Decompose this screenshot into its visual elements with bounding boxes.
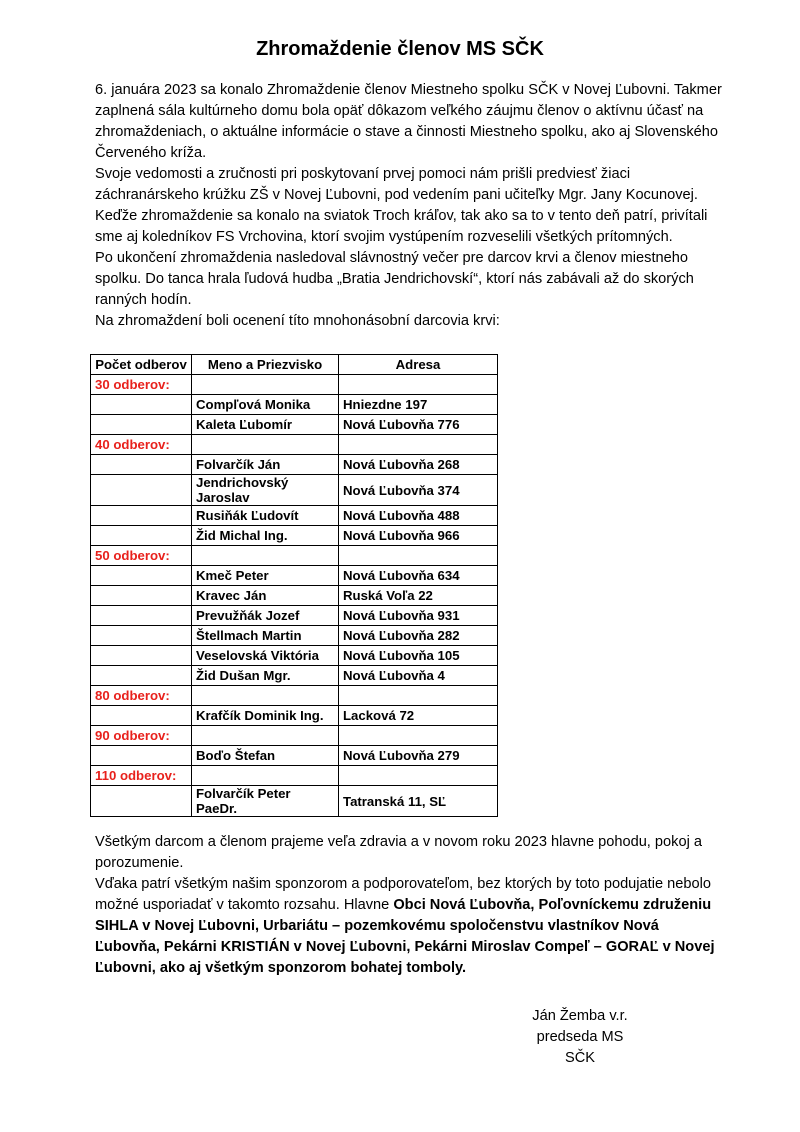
- cell-name: Žid Dušan Mgr.: [192, 666, 339, 686]
- cell-address: [339, 546, 498, 566]
- cell-count: [91, 475, 192, 506]
- donors-table: [90, 354, 498, 817]
- cell-count: [91, 526, 192, 546]
- cell-name: Jendrichovský Jaroslav: [192, 475, 339, 506]
- cell-name: Kmeč Peter: [192, 566, 339, 586]
- cell-name: [192, 726, 339, 746]
- cell-name: Veselovská Viktória: [192, 646, 339, 666]
- cell-name: Prevužňák Jozef: [192, 606, 339, 626]
- table-row: [91, 606, 498, 626]
- cell-address: [339, 686, 498, 706]
- table-category-row: [91, 686, 498, 706]
- cell-name: Compľová Monika: [192, 395, 339, 415]
- cell-name: [192, 435, 339, 455]
- cell-name: Folvarčík Peter PaeDr.: [192, 786, 339, 817]
- table-body: [91, 375, 498, 817]
- cell-count: [91, 395, 192, 415]
- table-row: [91, 566, 498, 586]
- table-row: [91, 415, 498, 435]
- cell-address: Nová Ľubovňa 634: [339, 566, 498, 586]
- table-row: [91, 786, 498, 817]
- cell-name: Kaleta Ľubomír: [192, 415, 339, 435]
- cell-address: Nová Ľubovňa 931: [339, 606, 498, 626]
- cell-address: [339, 766, 498, 786]
- cell-count: 110 odberov:: [91, 766, 192, 786]
- cell-count: [91, 415, 192, 435]
- cell-name: [192, 766, 339, 786]
- cell-count: [91, 566, 192, 586]
- cell-address: Nová Ľubovňa 966: [339, 526, 498, 546]
- cell-address: Nová Ľubovňa 282: [339, 626, 498, 646]
- cell-address: Nová Ľubovňa 4: [339, 666, 498, 686]
- table-category-row: [91, 766, 498, 786]
- intro-paragraph: Svoje vedomosti a zručnosti pri poskytovaní prvej pomoci nám prišli predviesť žiaci záchranárskeho krúžku ZŠ v Novej Ľubovni, pod vedením pani učiteľky Mgr. Jany Kocunovej.: [95, 166, 698, 203]
- table-row: [91, 586, 498, 606]
- cell-count: [91, 506, 192, 526]
- cell-count: [91, 626, 192, 646]
- table-header-row: [91, 355, 498, 375]
- cell-name: [192, 375, 339, 395]
- cell-name: Boďo Štefan: [192, 746, 339, 766]
- cell-count: [91, 606, 192, 626]
- wish-paragraph: Všetkým darcom a členom prajeme veľa zdravia a v novom roku 2023 hlavne pohodu, pokoj a porozumenie.: [95, 834, 702, 871]
- table-row: [91, 746, 498, 766]
- cell-name: Krafčík Dominik Ing.: [192, 706, 339, 726]
- cell-count: 40 odberov:: [91, 435, 192, 455]
- cell-name: [192, 686, 339, 706]
- cell-count: [91, 706, 192, 726]
- cell-count: 80 odberov:: [91, 686, 192, 706]
- table-row: [91, 646, 498, 666]
- cell-count: 90 odberov:: [91, 726, 192, 746]
- thanks-paragraph: [95, 874, 725, 979]
- cell-address: Nová Ľubovňa 374: [339, 475, 498, 506]
- outro-section: [95, 832, 725, 979]
- table-row: [91, 526, 498, 546]
- cell-address: Nová Ľubovňa 105: [339, 646, 498, 666]
- cell-count: 30 odberov:: [91, 375, 192, 395]
- column-header-count: Počet odberov: [91, 355, 192, 375]
- cell-name: Žid Michal Ing.: [192, 526, 339, 546]
- table-row: [91, 455, 498, 475]
- table-row: [91, 666, 498, 686]
- table-row: [91, 706, 498, 726]
- signature-name: Ján Žemba v.r.: [532, 1008, 628, 1024]
- sponsors-text: Obci Nová Ľubovňa, Poľovníckemu združeniu SIHLA v Novej Ľubovni, Urbariátu – pozemkovému spoločenstvu vlastníkov Nová Ľubovňa, Pekárni KRISTIÁN v Novej Ľubovni, Pekárni Miroslav Compeľ – GORAĽ v Novej Ľubovni, ako aj všetkým sponzorom bohatej tomboly.: [95, 897, 715, 976]
- thanks-text: Vďaka patrí všetkým našim sponzorom a podporovateľom, bez ktorých by toto podujatie nebolo možné usporiadať v takomto rozsahu. Hlavne: [95, 876, 711, 913]
- table-category-row: [91, 375, 498, 395]
- cell-address: [339, 435, 498, 455]
- intro-paragraph: Po ukončení zhromaždenia nasledoval slávnostný večer pre darcov krvi a členov miestneho spolku. Do tanca hrala ľudová hudba „Bratia Jendrichovskí“, ktorí nás zabávali až do skorých ranných hodín.: [95, 250, 694, 308]
- cell-name: Kravec Ján: [192, 586, 339, 606]
- cell-address: Lacková 72: [339, 706, 498, 726]
- cell-address: Hniezdne 197: [339, 395, 498, 415]
- signature-role: predseda MS SČK: [536, 1029, 624, 1066]
- intro-paragraph: Na zhromaždení boli ocenení títo mnohonásobní darcovia krvi:: [95, 313, 500, 329]
- cell-count: [91, 646, 192, 666]
- cell-name: Folvarčík Ján: [192, 455, 339, 475]
- cell-name: Štellmach Martin: [192, 626, 339, 646]
- table-row: [91, 395, 498, 415]
- cell-name: Rusiňák Ľudovít: [192, 506, 339, 526]
- intro-paragraph: 6. januára 2023 sa konalo Zhromaždenie členov Miestneho spolku SČK v Novej Ľubovni. Takmer zaplnená sála kultúrneho domu bola opäť dôkazom veľkého záujmu členov o aktívnu účasť na zhromaždeniach, o aktuálne informácie o stave a činnosti Miestneho spolku, ako aj Slovenského Červeného kríža.: [95, 82, 722, 161]
- cell-name: [192, 546, 339, 566]
- cell-address: Nová Ľubovňa 268: [339, 455, 498, 475]
- column-header-address: Adresa: [339, 355, 498, 375]
- cell-address: Nová Ľubovňa 776: [339, 415, 498, 435]
- table-category-row: [91, 546, 498, 566]
- table-row: [91, 506, 498, 526]
- table-category-row: [91, 726, 498, 746]
- cell-address: [339, 375, 498, 395]
- cell-address: Nová Ľubovňa 279: [339, 746, 498, 766]
- cell-count: [91, 746, 192, 766]
- table-row: [91, 475, 498, 506]
- cell-count: [91, 586, 192, 606]
- page-title: Zhromaždenie členov MS SČK: [256, 38, 544, 60]
- cell-count: [91, 455, 192, 475]
- cell-address: Ruská Voľa 22: [339, 586, 498, 606]
- cell-count: 50 odberov:: [91, 546, 192, 566]
- cell-address: [339, 726, 498, 746]
- table-category-row: [91, 435, 498, 455]
- table-row: [91, 626, 498, 646]
- intro-section: [95, 80, 725, 332]
- cell-address: Nová Ľubovňa 488: [339, 506, 498, 526]
- cell-count: [91, 786, 192, 817]
- intro-paragraph: Keďže zhromaždenie sa konalo na sviatok Troch kráľov, tak ako sa to v tento deň patrí, privítali sme aj koledníkov FS Vrchovina, ktorí svojim vystúpením rozveselili všetkých prítomných.: [95, 208, 708, 245]
- signature-block: [520, 1006, 640, 1069]
- cell-address: Tatranská 11, SĽ: [339, 786, 498, 817]
- cell-count: [91, 666, 192, 686]
- column-header-name: Meno a Priezvisko: [192, 355, 339, 375]
